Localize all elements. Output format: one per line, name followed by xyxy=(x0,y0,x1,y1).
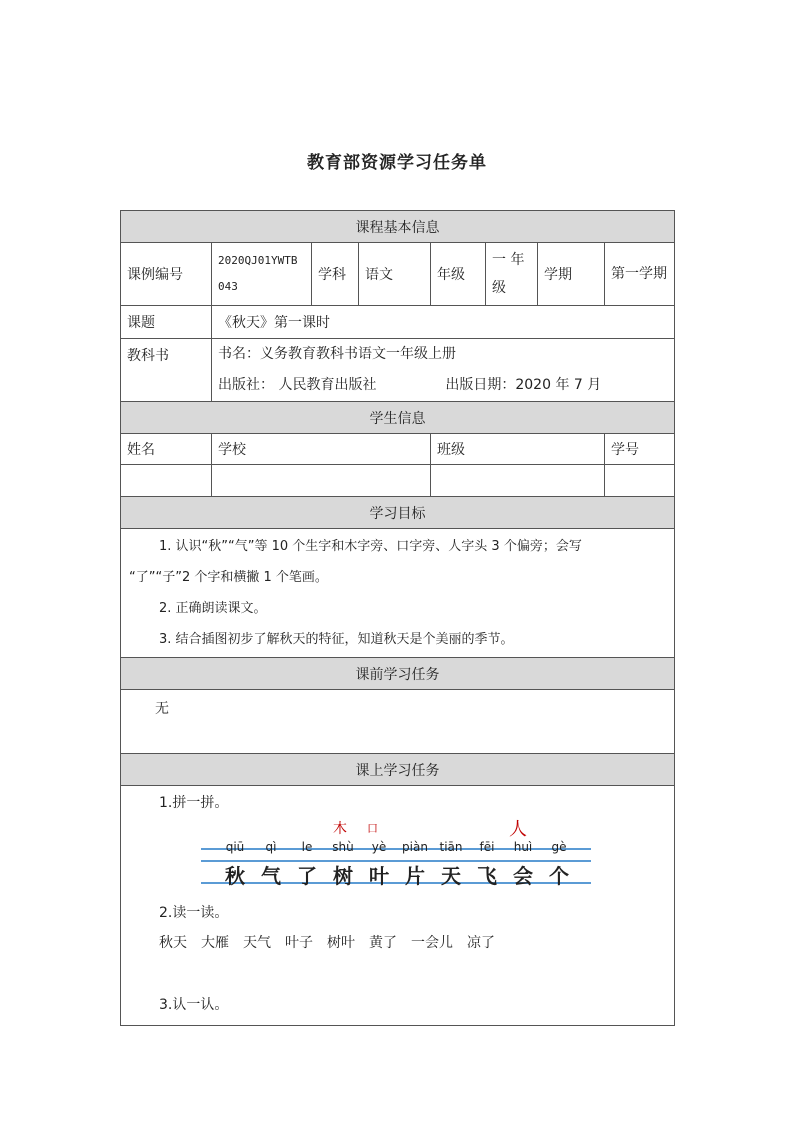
goal-1-line-2: “了”“子”2 个字和横撇 1 个笔画。 xyxy=(129,570,328,585)
word-1: 大雁 xyxy=(201,935,229,951)
task-2-title: 2.读一读。 xyxy=(159,905,229,921)
section-pre-task: 课前学习任务 xyxy=(121,658,675,690)
publisher: 出版社： 人民教育出版社 xyxy=(218,377,377,393)
word-list xyxy=(159,930,668,956)
goal-2: 2. 正确朗读课文。 xyxy=(159,601,267,616)
student-number-field[interactable] xyxy=(605,465,675,497)
pinyin-2: le xyxy=(301,840,313,854)
section-course-info: 课程基本信息 xyxy=(121,211,675,243)
character-3: 树 xyxy=(333,864,353,888)
pinyin-0: qiū xyxy=(225,840,245,854)
pinyin-exercise xyxy=(159,818,668,888)
character-5: 片 xyxy=(405,864,425,888)
student-name-field[interactable] xyxy=(121,465,212,497)
character-8: 会 xyxy=(513,864,533,888)
word-7: 凉了 xyxy=(467,935,495,951)
student-school-field[interactable] xyxy=(212,465,431,497)
word-2: 天气 xyxy=(243,935,271,951)
radical-kou: 口 xyxy=(367,822,378,835)
character-row xyxy=(217,860,577,890)
subject-label: 学科 xyxy=(312,243,359,306)
goal-3: 3. 结合插图初步了解秋天的特征，知道秋天是个美丽的季节。 xyxy=(159,632,514,647)
character-1: 气 xyxy=(261,864,281,888)
grade-label: 年级 xyxy=(431,243,486,306)
pinyin-4: yè xyxy=(371,840,387,854)
textbook-name: 书名：义务教育教科书语文一年级上册 xyxy=(218,346,456,362)
student-number-label: 学号 xyxy=(605,434,675,465)
pinyin-5: piàn xyxy=(402,840,428,854)
task-1-title: 1.拼一拼。 xyxy=(159,795,229,811)
topic-label: 课题 xyxy=(121,306,212,339)
textbook-publisher-row xyxy=(218,370,668,401)
grade-value: 一 年 级 xyxy=(486,243,538,306)
pinyin-6: tiān xyxy=(439,840,463,854)
subject-value: 语文 xyxy=(359,243,431,306)
pinyin-3: shù xyxy=(332,840,354,854)
course-id-value: 2020QJ01YWTB 043 xyxy=(212,243,312,306)
student-class-label: 班级 xyxy=(431,434,605,465)
publish-date: 出版日期：2020 年 7 月 xyxy=(445,377,602,393)
character-6: 天 xyxy=(441,864,461,888)
pinyin-7: fēi xyxy=(479,840,495,854)
student-school-label: 学校 xyxy=(212,434,431,465)
pinyin-9: gè xyxy=(551,840,567,854)
section-student-info: 学生信息 xyxy=(121,402,675,434)
student-class-field[interactable] xyxy=(431,465,605,497)
topic-value: 《秋天》第一课时 xyxy=(212,306,675,339)
character-7: 飞 xyxy=(477,864,497,888)
section-goals: 学习目标 xyxy=(121,497,675,529)
word-5: 黄了 xyxy=(369,935,397,951)
word-4: 树叶 xyxy=(327,935,355,951)
goal-1-line-1: 1. 认识“秋”“气”等 10 个生字和木字旁、口字旁、人字头 3 个偏旁；会写 xyxy=(159,539,582,554)
radical-ren: 人 xyxy=(509,819,527,840)
character-4: 叶 xyxy=(369,864,389,888)
document-title: 教育部资源学习任务单 xyxy=(307,153,487,173)
task-3-title: 3.认一认。 xyxy=(159,997,229,1013)
word-3: 叶子 xyxy=(285,935,313,951)
word-0: 秋天 xyxy=(159,935,187,951)
character-0: 秋 xyxy=(225,864,245,888)
term-label: 学期 xyxy=(538,243,605,306)
section-class-task: 课上学习任务 xyxy=(121,754,675,786)
pinyin-row xyxy=(217,840,577,854)
pinyin-8: huì xyxy=(513,840,533,854)
word-6: 一会儿 xyxy=(411,935,453,951)
character-2: 了 xyxy=(297,864,317,888)
student-name-label: 姓名 xyxy=(121,434,212,465)
task-sheet-table xyxy=(120,210,675,1026)
pre-task-content: 无 xyxy=(121,690,675,754)
term-value: 第一学期 xyxy=(605,243,675,306)
course-id-label: 课例编号 xyxy=(121,243,212,306)
radical-mu: 木 xyxy=(333,821,347,837)
pinyin-1: qì xyxy=(265,840,277,854)
textbook-label: 教科书 xyxy=(121,339,212,402)
character-9: 个 xyxy=(549,864,569,888)
